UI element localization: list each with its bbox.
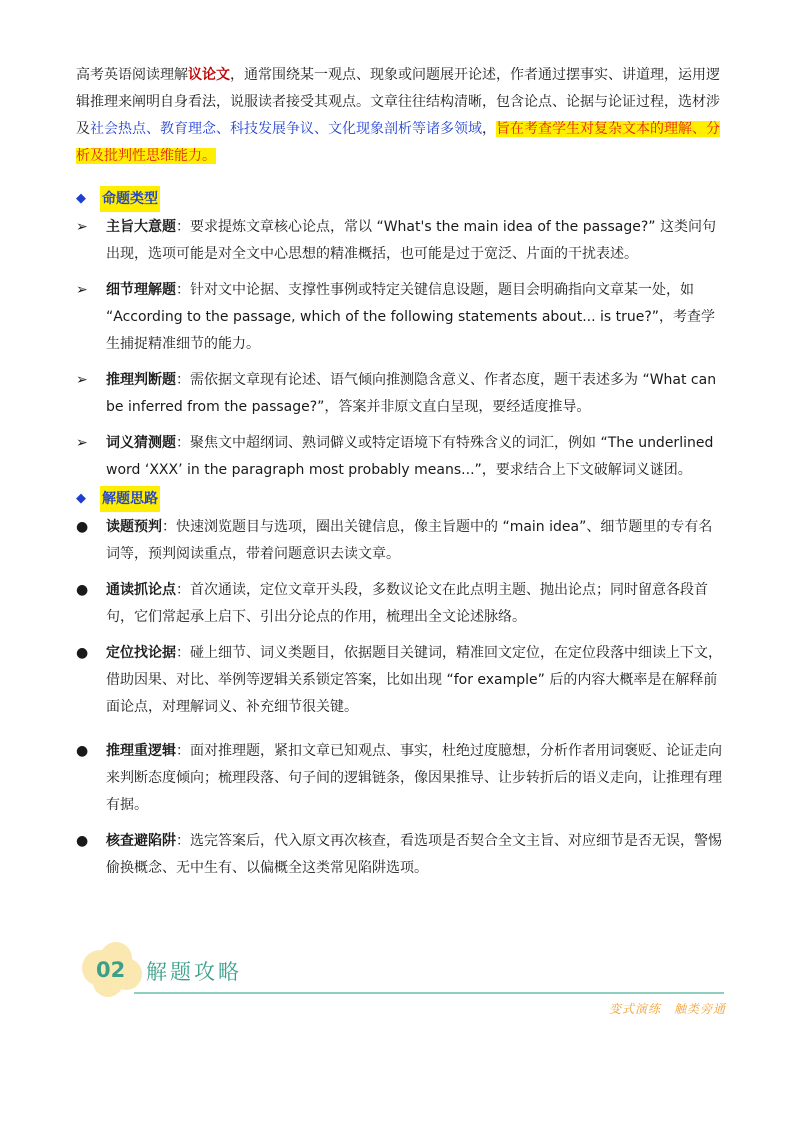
item-label: 推理重逻辑	[106, 743, 176, 759]
intro-text: ，通常围绕某一观点、现象或问题展开论述，作者通过摆事实、讲道理，运用逻辑推理来阐明自身看法，说服读者接受其观点。文章往往结构清晰，包含论点、论据与论证过程，选材涉及	[76, 67, 720, 137]
list-item	[76, 640, 726, 721]
arrow-bullet-icon: ➢	[76, 219, 88, 235]
item-label: 细节理解题	[106, 282, 176, 298]
intro-text: ，	[482, 121, 496, 137]
list-item	[76, 214, 726, 268]
list-item	[76, 828, 726, 882]
item-text: ：选完答案后，代入原文再次核查，看选项是否契合全文主旨、对应细节是否无误，警惕偷换概念、无中生有、以偏概全这类常见陷阱选项。	[106, 833, 722, 876]
item-text: ：要求提炼文章核心论点，常以 “What's the main idea of the passage?” 这类问句出现，选项可能是对全文中心思想的精准概括，也可能是过于宽泛、片面的干扰表述。	[106, 219, 716, 262]
dot-bullet-icon: ●	[76, 519, 89, 535]
item-text: ：针对文中论据、支撑性事例或特定关键信息设题，题目会明确指向文章某一处，如 “According to the passage, which of the following statements about... is true?”，考查学生捕捉精准细节的能力。	[106, 282, 716, 352]
intro-topics: 社会热点、教育理念、科技发展争议、文化现象剖析等诸多领域	[90, 121, 482, 137]
banner-title: 解题攻略	[146, 960, 242, 984]
section-title: 命题类型	[100, 186, 160, 212]
intro-keyword: 议论文	[188, 67, 230, 83]
item-label: 主旨大意题	[106, 219, 176, 235]
item-label: 读题预判	[106, 519, 162, 535]
intro-paragraph	[76, 62, 726, 170]
item-text: ：首次通读，定位文章开头段，多数议论文在此点明主题、抛出论点；同时留意各段首句，它们常起承上启下、引出分论点的作用，梳理出全文论述脉络。	[106, 582, 708, 625]
section-banner	[78, 938, 728, 1016]
list-item	[76, 577, 726, 631]
banner-subtitle: 变式演练 触类旁通	[608, 1002, 726, 1016]
dot-bullet-icon: ●	[76, 582, 89, 598]
list-item	[76, 738, 726, 819]
section-title: 解题思路	[100, 486, 160, 512]
diamond-bullet-icon: ◆	[76, 491, 86, 506]
item-label: 词义猜测题	[106, 435, 176, 451]
list-item	[76, 514, 726, 568]
item-label: 核查避陷阱	[106, 833, 176, 849]
banner-number: 02	[96, 958, 126, 982]
dot-bullet-icon: ●	[76, 833, 89, 849]
list-item	[76, 367, 726, 421]
document-body	[76, 62, 726, 882]
item-label: 通读抓论点	[106, 582, 176, 598]
item-text: ：需依据文章现有论述、语气倾向推测隐含意义、作者态度，题干表述多为 “What can be inferred from the passage?”，答案并非原文直白呈现，要经适度推导。	[106, 372, 717, 415]
intro-text: 高考英语阅读理解	[76, 67, 188, 83]
item-text: ：快速浏览题目与选项，圈出关键信息，像主旨题中的 “main idea”、细节题里的专有名词等，预判阅读重点，带着问题意识去读文章。	[106, 519, 713, 562]
list-item	[76, 430, 726, 484]
arrow-bullet-icon: ➢	[76, 282, 88, 298]
item-label: 推理判断题	[106, 372, 176, 388]
item-text: ：聚焦文中超纲词、熟词僻义或特定语境下有特殊含义的词汇，例如 “The underlined word ‘XXX’ in the paragraph most probably means...”，要求结合上下文破解词义谜团。	[106, 435, 714, 478]
arrow-bullet-icon: ➢	[76, 435, 88, 451]
intro-highlight: 旨在考查学生对复杂文本的理解、分析及批判性思维能力。	[76, 121, 720, 164]
list-item	[76, 277, 726, 358]
arrow-bullet-icon: ➢	[76, 372, 88, 388]
banner-divider	[134, 992, 724, 994]
dot-bullet-icon: ●	[76, 645, 89, 661]
item-text: ：碰上细节、词义类题目，依据题目关键词，精准回文定位，在定位段落中细读上下文，借助因果、对比、举例等逻辑关系锁定答案，比如出现 “for example” 后的内容大概率是在解释前面论点，对理解词义、补充细节很关键。	[106, 645, 722, 715]
dot-bullet-icon: ●	[76, 743, 89, 759]
section-heading-question-types	[76, 186, 726, 212]
item-label: 定位找论据	[106, 645, 176, 661]
section-heading-strategies	[76, 486, 726, 512]
diamond-bullet-icon: ◆	[76, 191, 86, 206]
item-text: ：面对推理题，紧扣文章已知观点、事实，杜绝过度臆想，分析作者用词褒贬、论证走向来判断态度倾向；梳理段落、句子间的逻辑链条，像因果推导、让步转折后的语义走向，让推理有理有据。	[106, 743, 722, 813]
